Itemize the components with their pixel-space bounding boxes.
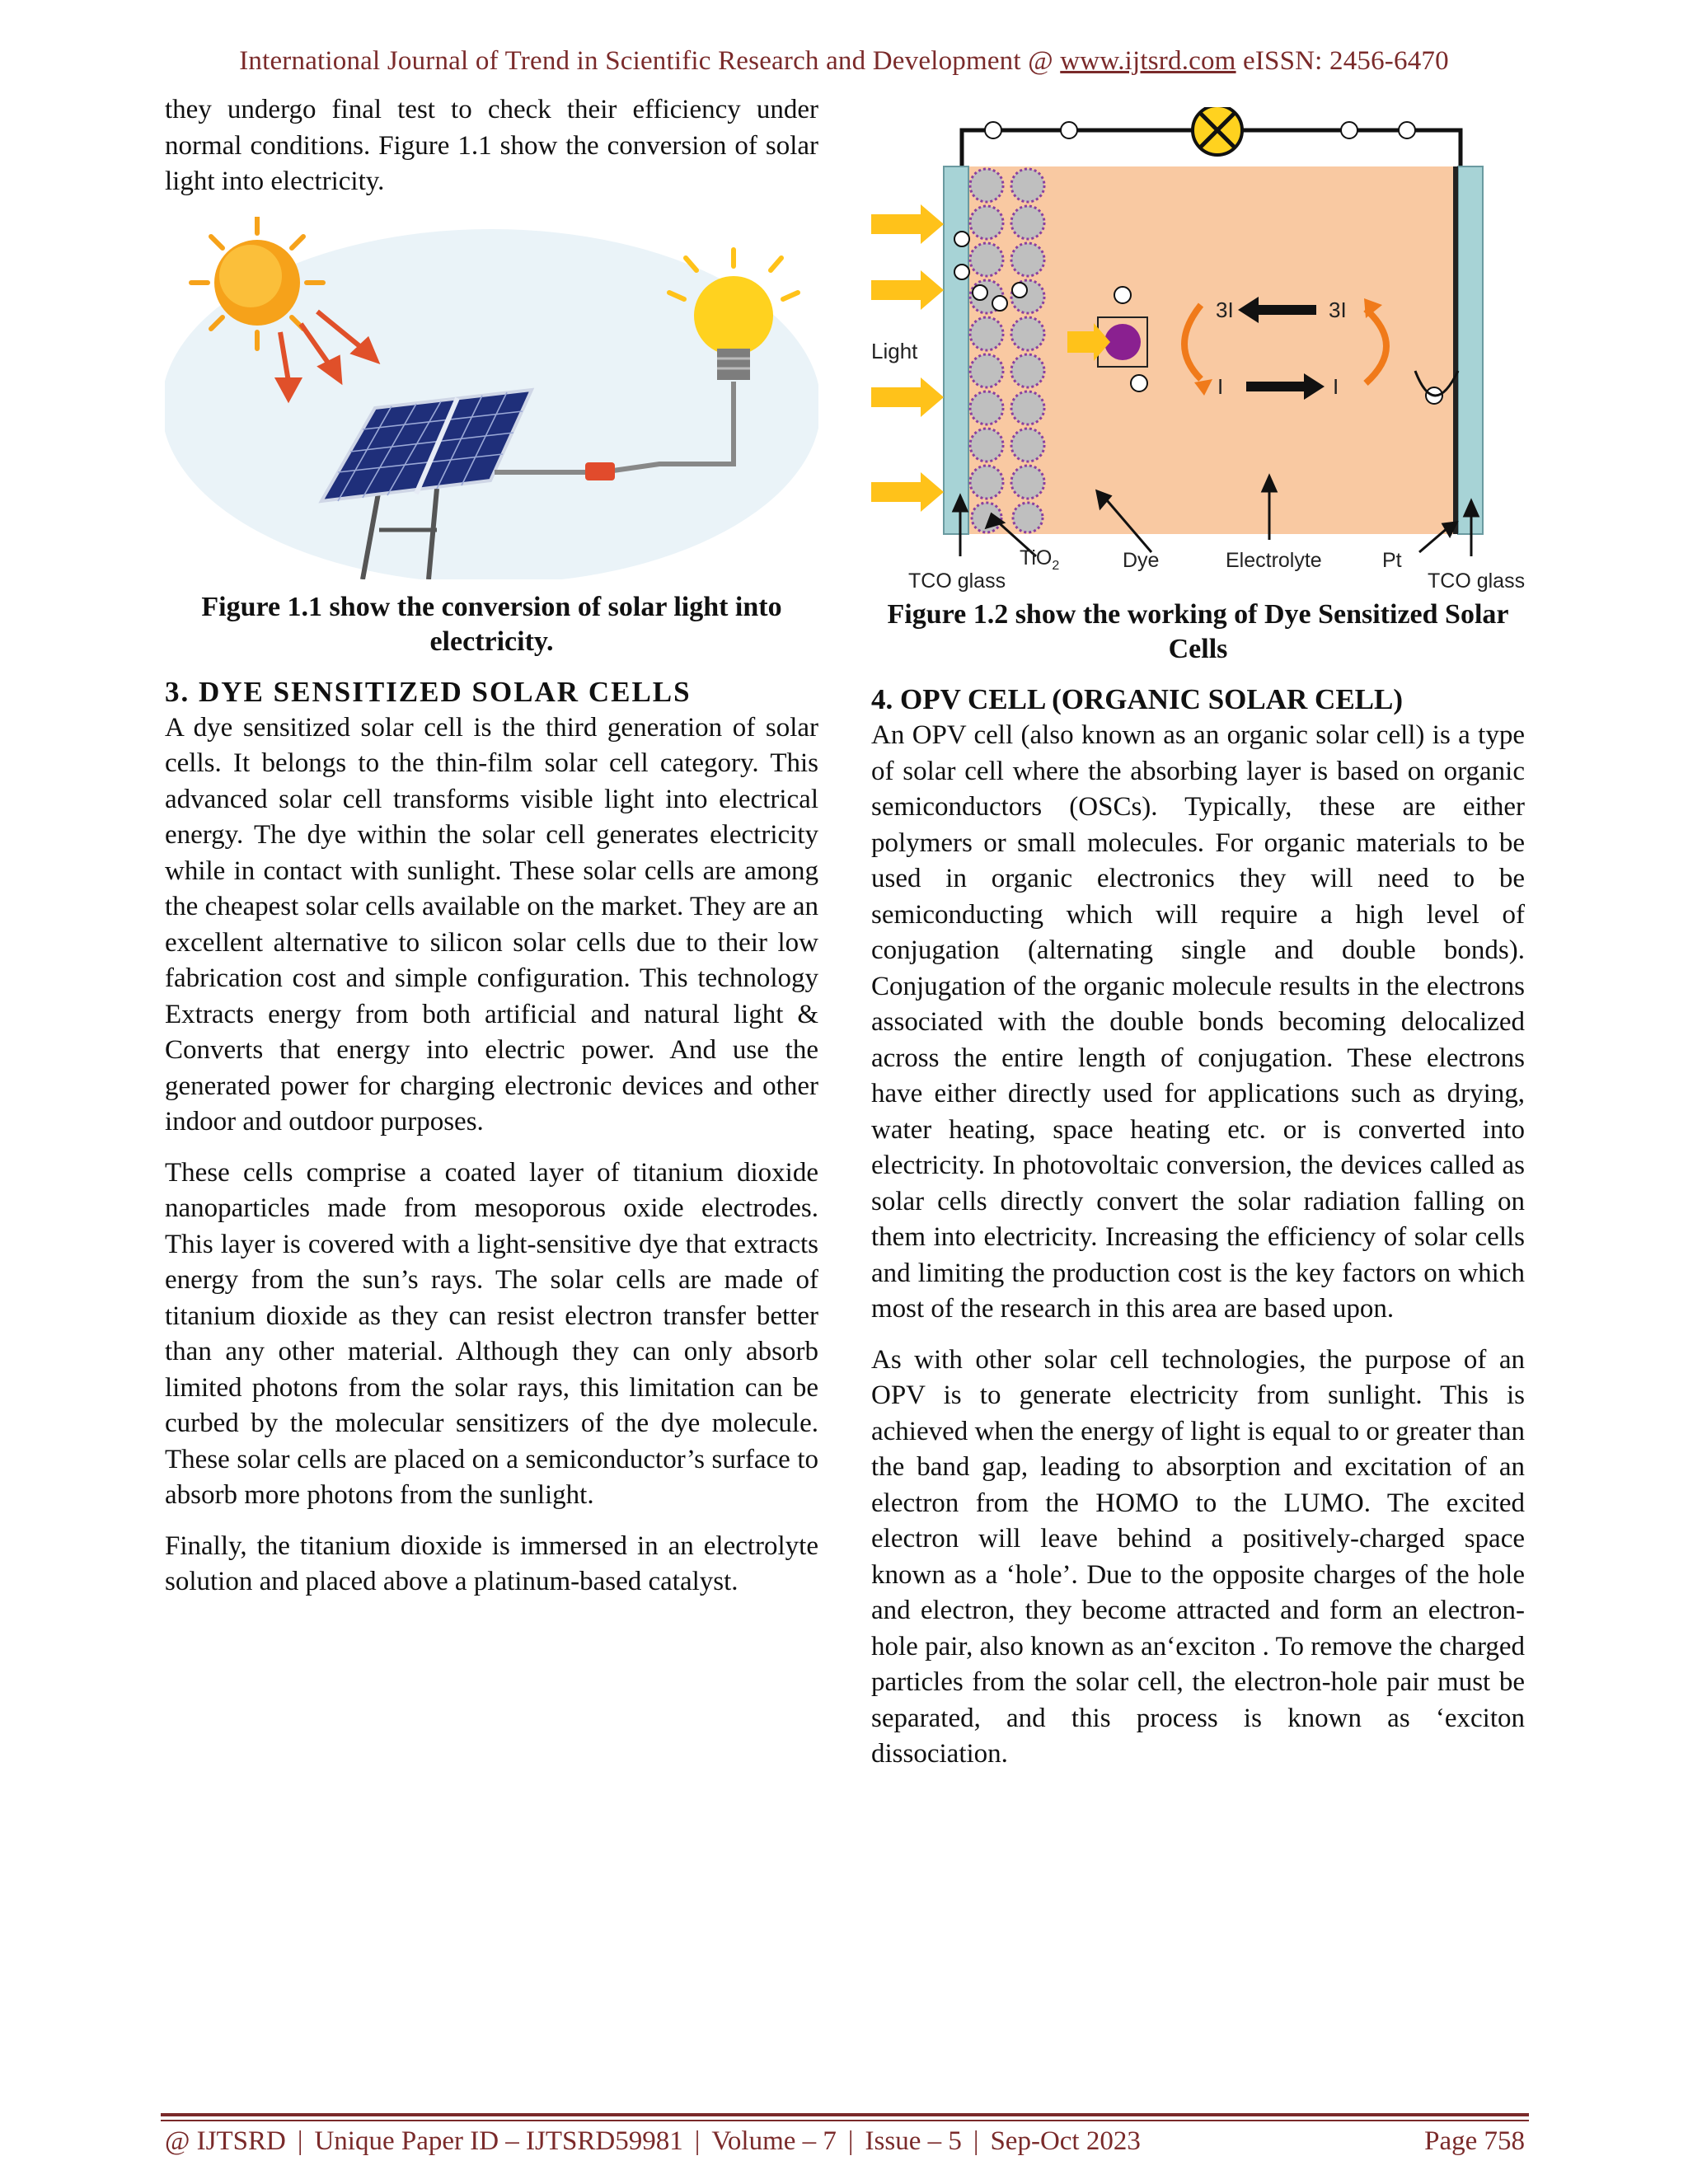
section-4-heading: 4. OPV CELL (ORGANIC SOLAR CELL): [871, 683, 1404, 715]
footer-volume: Volume – 7: [711, 2126, 837, 2156]
footer-rule-thin: [161, 2120, 1529, 2121]
intro-paragraph: they undergo final test to check their efficiency under normal conditions. Figure 1.1 show the conversion of solar light into electricity.: [165, 95, 818, 196]
section-4-paragraph-2: As with other solar cell technologies, the purpose of an OPV is to generate electricity from sunlight. This is achieved when the energy of light is equal to or greater than the band gap, leading to absorption and excitation of an electron from the HOMO to the LUMO. The excited electron will leave behind a positively-charged space known as a ‘hole’. Due to the opposite charges of the hole and electron, they become attracted and form an electron-hole pair, also known as an‘exciton . To remove the charged particles from the solar cell, the electron-hole pair must be separated, and this process is known as ‘exciton dissociation.: [871, 1344, 1525, 1769]
triiodide-label-right: 3I: [1329, 298, 1347, 322]
dye-label: Dye: [1123, 549, 1160, 572]
iodide-label-right: I: [1333, 374, 1339, 399]
right-column: [871, 107, 1525, 1773]
section-3-paragraph-3: Finally, the titanium dioxide is immersed in an electrolyte solution and placed above a platinum-based catalyst.: [165, 1530, 818, 1596]
header-issn: eISSN: 2456-6470: [1236, 46, 1449, 76]
footer-rule-thick: [161, 2113, 1529, 2116]
header-journal-name: International Journal of Trend in Scientific Research and Development @: [239, 46, 1061, 76]
electrolyte-label: Electrolyte: [1226, 549, 1322, 572]
figure-1-1: [165, 217, 818, 583]
iodide-label-left: I: [1217, 374, 1224, 399]
footer-date: Sep-Oct 2023: [990, 2126, 1141, 2156]
tco-glass-right-label: TCO glass: [1428, 569, 1525, 593]
figure-1-1-caption: Figure 1.1 show the conversion of solar light into electricity.: [201, 591, 782, 657]
platinum-layer: [1453, 166, 1458, 534]
section-3-paragraph-1: A dye sensitized solar cell is the third generation of solar cells. It belongs to the thin-film solar cell category. This advanced solar cell transforms visible light into electrical energy. The dye within the solar cell generates electricity while in contact with sunlight. These solar cells are among the cheapest solar cells available on the market. They are an excellent alternative to silicon solar cells due to their low fabrication cost and simple configuration. This technology Extracts energy from both artificial and natural light & Converts that energy into electric power. And use the generated power for charging electronic devices and other indoor and outdoor purposes.: [165, 712, 818, 1137]
tco-glass-right: [1458, 166, 1483, 534]
section-3-paragraph-2: These cells comprise a coated layer of titanium dioxide nanoparticles made from mesoporous oxide electrodes. This layer is covered with a light-sensitive dye that extracts energy from the sun’s rays. The solar cells are made of titanium dioxide as they can resist electron transfer better than any other material. Although they can only absorb limited photons from the solar rays, this limitation can be curbed by the molecular sensitizers of the dye molecule. These solar cells are placed on a semiconductor’s surface to absorb more photons from the sunlight.: [165, 1157, 818, 1510]
pt-label: Pt: [1382, 549, 1402, 572]
dye-sensitized-solar-cell-diagram: [871, 107, 1525, 593]
lamp-icon: [1193, 107, 1242, 155]
footer-paper-id: Unique Paper ID – IJTSRD59981: [314, 2126, 683, 2156]
section-4-paragraph-1: An OPV cell (also known as an organic solar cell) is a type of solar cell where the absorbing layer is based on organic semiconductors (OSCs). Typically, these are either polymers or small molecules. For organic materials to be used in organic electronics they will need to be semiconducting which will require a high level of conjugation (alternating single and double bonds). Conjugation of the organic molecule results in the electrons associated with the double bonds becoming delocalized across the entire length of conjugation. These electrons have either directly used for applications such as drying, water heating, space heating etc. or is converted into electricity. In photovoltaic conversion, the devices called as solar cells directly convert the solar radiation falling on them into electricity. Increasing the efficiency of solar cells and limiting the production cost is the key factors on which most of the research in this area are based upon.: [871, 720, 1525, 1324]
triiodide-label-left: 3I: [1216, 298, 1234, 322]
tco-glass-left-label: TCO glass: [908, 569, 1006, 593]
figure-1-2-caption: Figure 1.2 show the working of Dye Sensitized Solar Cells: [887, 599, 1509, 664]
solar-conversion-illustration: [165, 217, 818, 579]
footer-issue: Issue – 5: [865, 2126, 962, 2156]
footer-page-number: Page 758: [1424, 2126, 1525, 2156]
tio2-label: TiO$_2$: [1020, 546, 1060, 573]
running-header: [0, 46, 1688, 77]
left-column: [165, 92, 818, 1601]
header-website-link[interactable]: www.ijtsrd.com: [1060, 46, 1236, 76]
light-label: Light: [871, 339, 918, 363]
tco-glass-left: [944, 166, 968, 534]
footer-site: @ IJTSRD: [165, 2126, 286, 2156]
section-3-heading: 3. DYE SENSITIZED SOLAR CELLS: [165, 675, 692, 708]
inverter-icon: [585, 462, 615, 480]
footer-text: @ IJTSRD | Unique Paper ID – IJTSRD59981 | Volume – 7 | Issue – 5 | Sep-Oct 2023 Page 758: [165, 2126, 1525, 2156]
